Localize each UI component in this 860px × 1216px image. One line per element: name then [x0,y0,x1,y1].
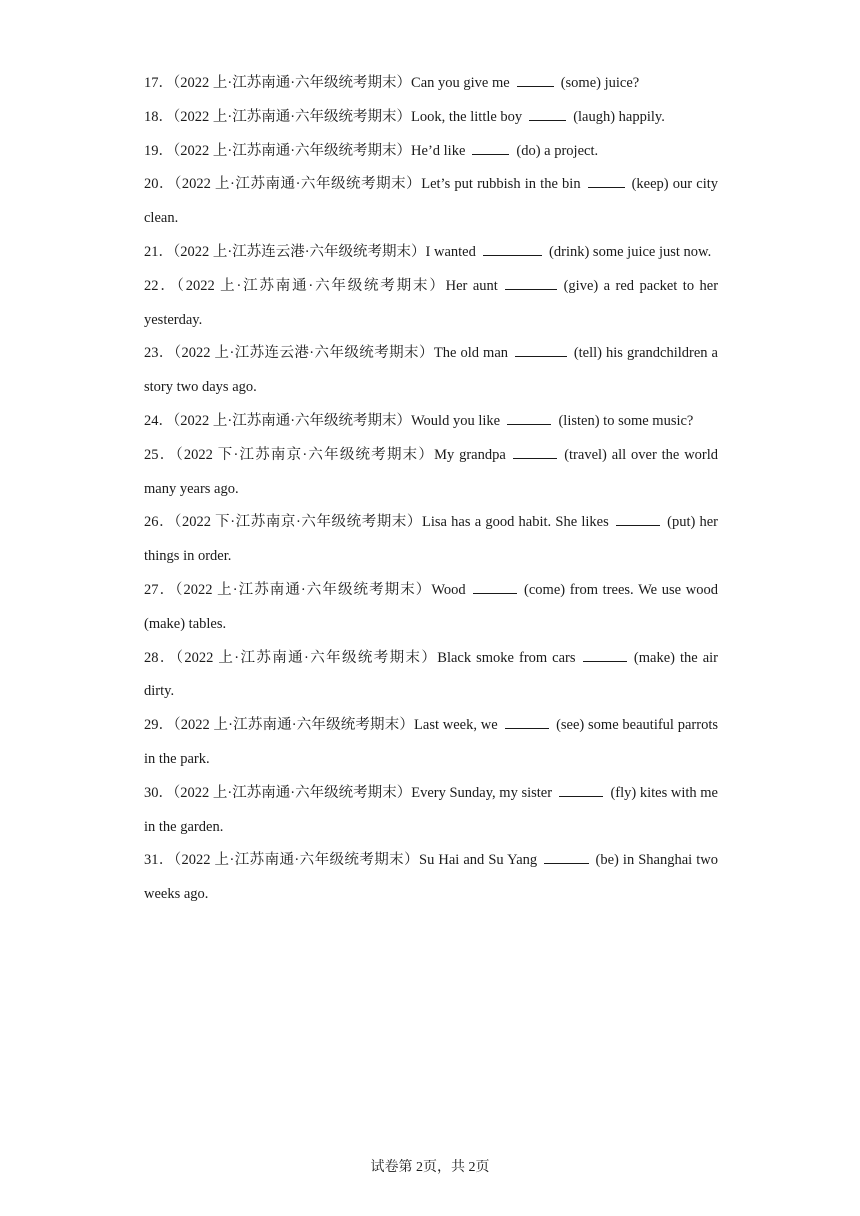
question-text: Black smoke from cars [437,649,576,666]
question-source: （2022 上·江苏南通·六年级统考期末） [173,75,412,91]
question-number: 19． [144,142,173,159]
question-item [144,844,718,912]
question-text: Every Sunday, my sister [411,784,553,801]
question-text: Look, the little boy [411,108,523,125]
question-number: 17． [144,75,173,91]
question-source: （2022 上·江苏连云港·六年级统考期末） [173,243,426,260]
question-text-after: (be) in Shanghai two weeks ago. [144,852,719,903]
question-source: （2022 上·江苏南通·六年级统考期末） [176,277,446,294]
question-source: （2022 上·江苏南通·六年级统考期末） [173,852,420,869]
question-text-after: (keep) our city clean. [144,176,719,227]
question-source: （2022 上·江苏南通·六年级统考期末） [175,649,438,666]
question-number: 24． [144,412,173,429]
question-number: 25． [144,446,176,463]
question-item [144,777,718,845]
answer-blank[interactable] [515,341,567,357]
answer-blank[interactable] [529,105,566,121]
question-item [144,574,718,642]
question-text: Su Hai and Su Yang [419,852,538,869]
answer-blank[interactable] [616,510,660,526]
question-text-after: (listen) to some music? [558,412,694,429]
question-number: 20． [144,176,175,193]
question-item [144,439,718,507]
question-text: I wanted [425,243,476,260]
question-number: 30． [144,784,174,801]
question-item [144,101,718,135]
question-text-after: (laugh) happily. [573,108,665,125]
question-item [144,168,718,236]
answer-blank[interactable] [473,578,517,594]
question-text-after: (some) juice? [560,75,640,91]
question-source: （2022 下·江苏南京·六年级统考期末） [174,514,423,531]
question-number: 22． [144,277,177,294]
question-item [144,236,718,270]
question-text: Last week, we [414,717,498,734]
question-source: （2022 上·江苏南通·六年级统考期末） [175,581,432,598]
answer-blank[interactable] [505,713,549,729]
question-number: 21． [144,243,173,260]
question-source: （2022 上·江苏南通·六年级统考期末） [173,142,412,159]
question-list [144,67,718,912]
question-text-after: (put) her things in order. [144,514,719,565]
question-item [144,67,718,101]
question-source: （2022 上·江苏南通·六年级统考期末） [173,784,412,801]
question-text: Lisa has a good habit. She likes [422,514,609,531]
question-text-after: (drink) some juice just now. [549,243,712,260]
question-source: （2022 下·江苏南京·六年级统考期末） [175,446,435,463]
question-text-after: (do) a project. [516,142,599,159]
question-text-after: (see) some beautiful parrots in the park. [144,717,719,767]
question-source: （2022 上·江苏连云港·六年级统考期末） [173,345,434,362]
question-text-after: (come) from trees. We use wood (make) tables. [144,581,718,632]
answer-blank[interactable] [583,645,627,661]
question-text: He’d like [411,142,466,159]
question-text-after: (travel) all over the world many years ago. [144,446,719,497]
question-source: （2022 上·江苏南通·六年级统考期末） [173,412,412,429]
question-text: My grandpa [434,446,506,463]
question-item [144,270,718,338]
question-number: 23． [144,345,174,362]
question-text: Let’s put rubbish in the bin [421,176,581,193]
answer-blank[interactable] [507,409,551,425]
question-text-after: (give) a red packet to her yesterday. [144,277,719,328]
question-source: （2022 上·江苏南通·六年级统考期末） [174,176,422,193]
question-text: The old man [433,345,509,362]
answer-blank[interactable] [544,848,588,864]
question-source: （2022 上·江苏南通·六年级统考期末） [173,108,412,125]
question-number: 29． [144,717,174,734]
question-number: 31． [144,852,174,869]
page-footer: 试卷第 2页，共 2页 [370,1160,490,1175]
question-item [144,135,718,169]
question-text: Her aunt [445,277,498,294]
question-item [144,405,718,439]
answer-blank[interactable] [588,172,625,188]
question-item [144,709,718,777]
question-number: 18． [144,108,173,125]
answer-blank[interactable] [472,138,509,154]
question-number: 28． [144,649,176,666]
question-number: 27． [144,581,176,598]
question-item [144,506,718,574]
answer-blank[interactable] [517,71,554,87]
question-text-after: (fly) kites with me in the garden. [144,784,718,835]
question-text: Would you like [411,412,501,429]
question-item [144,642,718,710]
question-item [144,337,718,405]
answer-blank[interactable] [559,781,603,797]
answer-blank[interactable] [513,443,557,459]
question-text-after: (tell) his grandchildren a story two days ago. [144,345,718,396]
question-number: 26． [144,514,175,531]
question-source: （2022 上·江苏南通·六年级统考期末） [173,717,415,734]
answer-blank[interactable] [505,274,557,290]
question-text: Can you give me [411,75,510,91]
answer-blank[interactable] [483,240,542,256]
question-text-after: (make) the air dirty. [144,649,718,700]
question-text: Wood [431,581,466,598]
